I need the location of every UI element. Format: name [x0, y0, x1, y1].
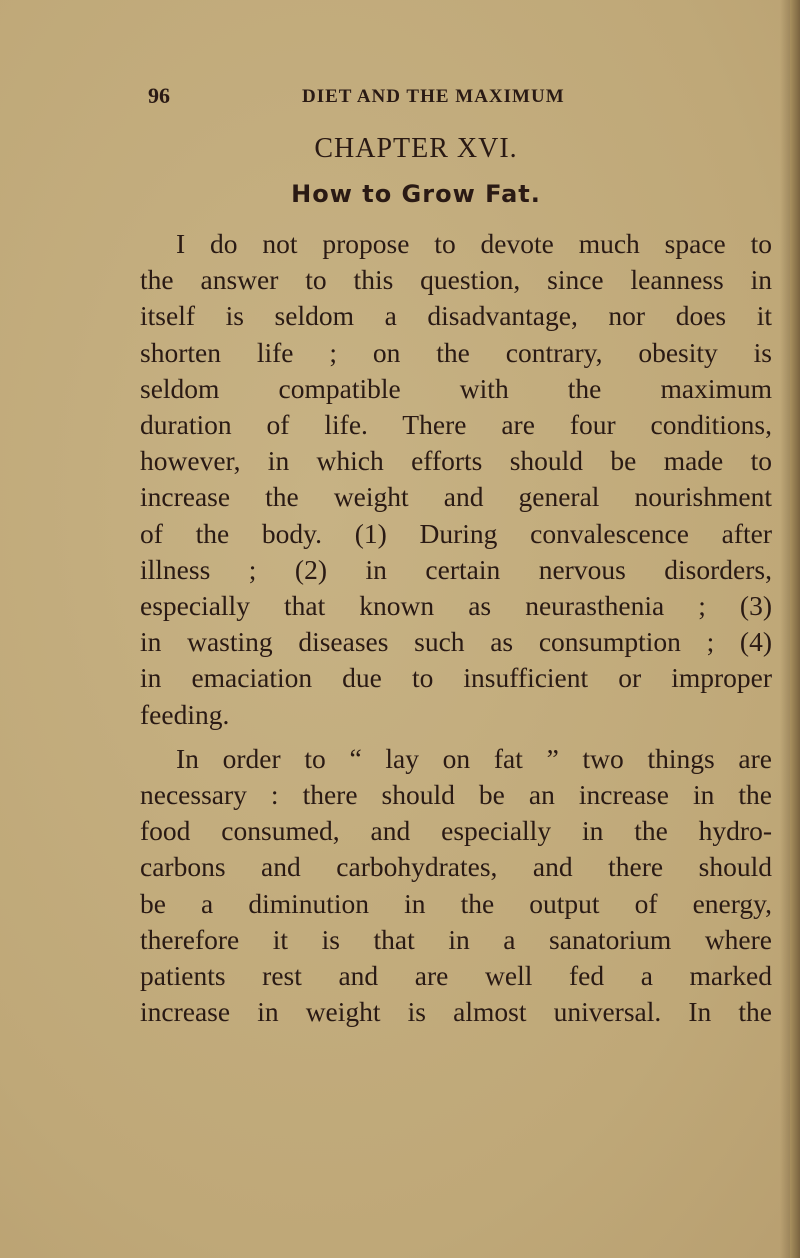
text-line: be a diminution in the output of energy,	[140, 887, 772, 919]
text-line: seldom compatible with the maximum	[140, 372, 772, 404]
text-line: in wasting diseases such as consumption ; (4)	[140, 626, 772, 658]
text-line: food consumed, and especially in the hydro-	[140, 815, 772, 847]
text-line: however, in which efforts should be made to	[140, 445, 772, 477]
book-title: DIET AND THE MAXIMUM	[302, 86, 565, 107]
text-line: the answer to this question, since leanness in	[140, 264, 772, 296]
text-line: increase in weight is almost universal. In the	[140, 996, 772, 1028]
text-line: patients rest and are well fed a marked	[140, 960, 772, 992]
chapter-title: How to Grow Fat.	[291, 180, 541, 208]
running-head	[148, 83, 768, 113]
paragraph-1	[140, 226, 772, 733]
text-line: illness ; (2) in certain nervous disorders,	[140, 553, 772, 585]
text-line: necessary : there should be an increase in the	[140, 779, 772, 811]
text-line: duration of life. There are four conditions,	[140, 409, 772, 441]
text-line: especially that known as neurasthenia ; (3)	[140, 590, 772, 622]
text-line: In order to “ lay on fat ” two things are	[176, 742, 772, 774]
text-line: feeding.	[140, 698, 230, 730]
text-line: carbons and carbohydrates, and there should	[140, 851, 772, 883]
body-text	[140, 226, 772, 1030]
text-line: itself is seldom a disadvantage, nor does it	[140, 300, 772, 332]
text-line: in emaciation due to insufficient or improper	[140, 662, 772, 694]
text-line: therefore it is that in a sanatorium where	[140, 923, 772, 955]
page-number: 96	[148, 83, 170, 108]
text-line: of the body. (1) During convalescence after	[140, 517, 772, 549]
text-line: shorten life ; on the contrary, obesity is	[140, 336, 772, 368]
paragraph-2	[140, 741, 772, 1031]
text-line: increase the weight and general nourishment	[140, 481, 772, 513]
chapter-label: CHAPTER XVI.	[314, 133, 518, 164]
text-line: I do not propose to devote much space to	[176, 228, 772, 259]
